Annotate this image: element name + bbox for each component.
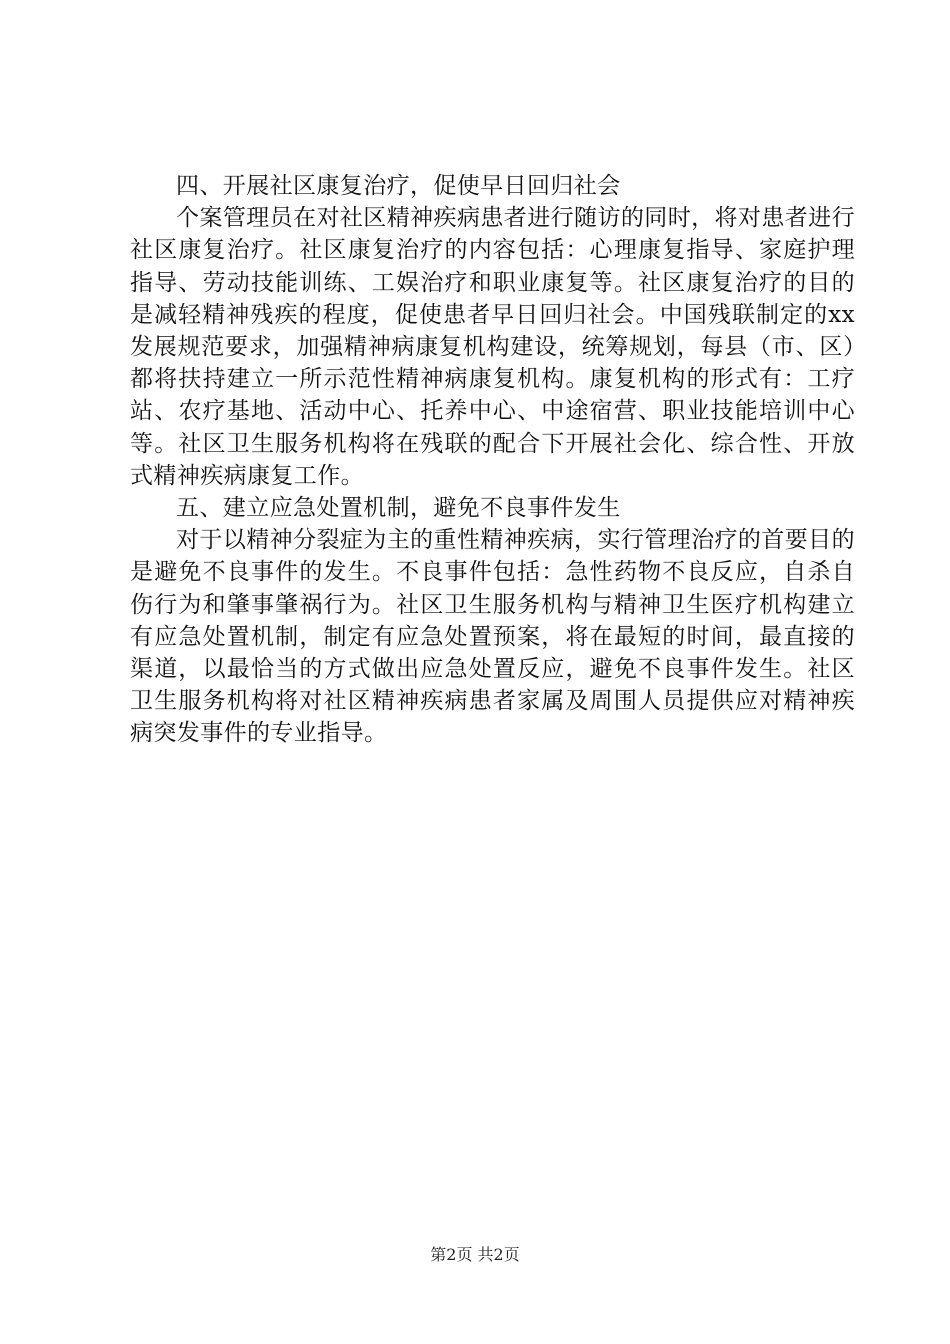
section-heading-4: 四、开展社区康复治疗，促使早日回归社会: [176, 173, 621, 199]
page-footer: 第2页 共2页: [430, 1245, 520, 1264]
section-paragraph-5: 对于以精神分裂症为主的重性精神疾病，实行管理治疗的首要目的是避免不良事件的发生。不良事件包括：急性药物不良反应，自杀自伤行为和肇事肇祸行为。社区卫生服务机构与精神卫生医疗机构建立有应急处置机制，制定有应急处置预案，将在最短的时间，最直接的渠道，以最恰当的方式做出应急处置反应，避免不良事件发生。社区卫生服务机构将对社区精神疾病患者家属及周围人员提供应对精神疾病突发事件的专业指导。: [130, 527, 855, 747]
document-body: [130, 170, 855, 750]
section-heading-5: 五、建立应急处置机制，避免不良事件发生: [176, 495, 621, 522]
section-paragraph-4: 个案管理员在对社区精神疾病患者进行随访的同时，将对患者进行社区康复治疗。社区康复治疗的内容包括：心理康复指导、家庭护理指导、劳动技能训练、工娱治疗和职业康复等。社区康复治疗的目的是减轻精神残疾的程度，促使患者早日回归社会。中国残联制定的xx发展规范要求，加强精神病康复机构建设，统筹规划，每县（市、区）都将扶持建立一所示范性精神病康复机构。康复机构的形式有：工疗站、农疗基地、活动中心、托养中心、中途宿营、职业技能培训中心等。社区卫生服务机构将在残联的配合下开展社会化、综合性、开放式精神疾病康复工作。: [130, 205, 855, 489]
